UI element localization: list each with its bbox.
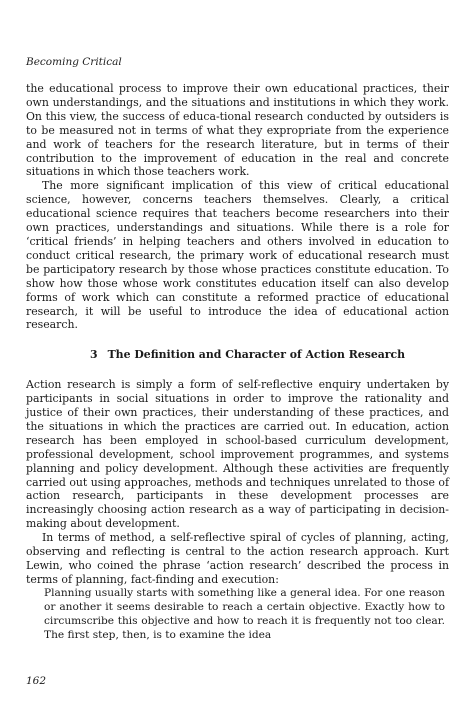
- section-heading: [26, 348, 449, 362]
- running-head: Becoming Critical: [26, 56, 122, 68]
- page-number: 162: [26, 675, 47, 687]
- body-text: [26, 82, 449, 642]
- section-number: 3: [90, 348, 98, 362]
- paragraph-continuation: the educational process to improve their own educational practices, their own understandings, and the situations and institutions in which they work. On this view, the success of educa-tional research conducted by outsiders is to be measured not in terms of what they expropriate from the experience and work of teachers for the research literature, but in terms of their contribution to the improvement of education in the real and concrete situations in which those teachers work.: [26, 82, 449, 179]
- block-quote: Planning usually starts with something like a general idea. For one reason or another it seems desirable to reach a certain objective. Exactly how to circumscribe this objective and how to reach it is frequently not too clear. The first step, then, is to examine the idea: [44, 586, 445, 641]
- paragraph-implication: The more significant implication of this view of critical educational science, however, concerns teachers themselves. Clearly, a critical educational science requires that teachers become researchers into their own practices, understandings and situations. While there is a role for ‘critical friends’ in helping teachers and others involved in education to conduct critical research, the primary work of educational research must be participatory research by those whose practices constitute education. To show how those whose work constitutes education itself can also develop forms of work which can constitute a reformed practice of educational research, it will be useful to introduce the idea of educational action research.: [26, 179, 449, 332]
- paragraph-definition: Action research is simply a form of self-reflective enquiry undertaken by participants in social situations in order to improve the rationality and justice of their own practices, their understanding of these practices, and the situations in which the practices are carried out. In education, action research has been employed in school-based curriculum development, professional development, school improvement programmes, and systems planning and policy development. Although these activities are frequently carried out using approaches, methods and techniques unrelated to those of action research, participants in these development processes are increasingly choosing action research as a way of participating in decision-making about development.: [26, 378, 450, 531]
- section-title: The Definition and Character of Action Research: [107, 348, 406, 362]
- paragraph-method: In terms of method, a self-reflective spiral of cycles of planning, acting, observing and reflecting is central to the action research approach. Kurt Lewin, who coined the phrase ‘action research’ described the process in terms of planning, fact-finding and execution:: [26, 531, 449, 586]
